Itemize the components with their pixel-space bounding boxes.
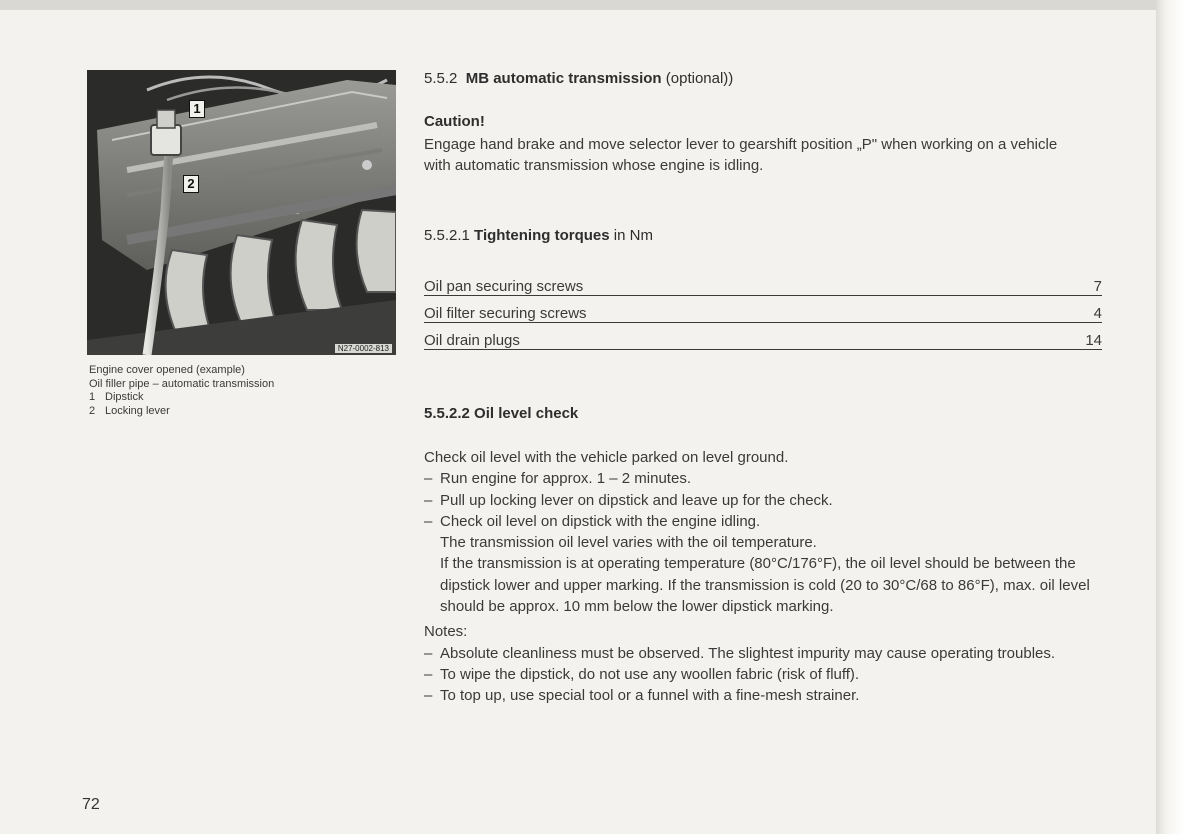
torque-label: Oil drain plugs <box>424 323 1042 350</box>
list-item: – Check oil level on dipstick with the engine idling. <box>424 511 1114 532</box>
step-detail: The transmission oil level varies with the oil temperature. <box>440 534 817 552</box>
torque-label: Oil filter securing screws <box>424 296 1042 323</box>
legend-label: Dipstick <box>105 391 144 403</box>
torque-heading <box>424 227 653 244</box>
notes-label: Notes: <box>424 623 468 641</box>
torque-value: 7 <box>1042 269 1102 296</box>
page-number: 72 <box>82 796 100 813</box>
torque-number: 5.5.2.1 <box>424 227 470 244</box>
engine-illustration <box>87 70 396 355</box>
torque-value: 14 <box>1042 323 1102 350</box>
page-edge <box>1156 0 1184 834</box>
oil-check-body <box>424 447 1114 707</box>
caption-line: Oil filler pipe – automatic transmission <box>89 377 275 390</box>
callout-2: 2 <box>183 175 199 193</box>
legend-label: Locking lever <box>105 404 170 417</box>
list-item: – Absolute cleanliness must be observed. The slightest impurity may cause operating troubles. <box>424 643 1114 664</box>
torque-title-suffix: in Nm <box>613 227 653 244</box>
caution-heading: Caution! <box>424 113 485 130</box>
table-row <box>424 296 1102 323</box>
table-row <box>424 269 1102 296</box>
oil-check-intro: Check oil level with the vehicle parked on level ground. <box>424 449 789 466</box>
torque-table <box>424 269 1102 350</box>
section-heading <box>424 70 733 87</box>
table-row <box>424 323 1102 350</box>
caution-text: Engage hand brake and move selector lever to gearshift position „P" when working on a vehicle with automatic transmission whose engine is idling. <box>424 136 1058 174</box>
section-number: 5.5.2 <box>424 70 458 87</box>
section-title-suffix: (optional)) <box>665 70 734 87</box>
step-detail: If the transmission is at operating temperature (80°C/176°F), the oil level should be between the dipstick lower and upper marking. If the transmission is cold (20 to 30°C/68 to 86°F), max. oil level should be approx. 10 mm below the lower dipstick marking. <box>440 555 1090 616</box>
legend-number: 1 <box>89 391 96 403</box>
legend-item <box>89 405 389 419</box>
caption-line: Engine cover opened (example) <box>89 364 245 376</box>
callout-1: 1 <box>189 100 205 118</box>
oil-check-heading: 5.5.2.2 Oil level check <box>424 405 579 422</box>
legend-number: 2 <box>89 404 96 417</box>
list-item: – Pull up locking lever on dipstick and leave up for the check. <box>424 490 1114 511</box>
list-item: – To top up, use special tool or a funnel with a fine-mesh strainer. <box>424 685 1114 706</box>
engine-photo <box>87 70 396 355</box>
torque-value: 4 <box>1042 296 1102 323</box>
torque-label: Oil pan securing screws <box>424 269 1042 296</box>
torque-title: Tightening torques <box>474 227 610 244</box>
legend-item <box>89 391 389 405</box>
figure-code: N27-0002-813 <box>335 344 392 353</box>
list-item: – To wipe the dipstick, do not use any woollen fabric (risk of fluff). <box>424 664 1114 685</box>
section-title: MB automatic transmission <box>465 70 662 87</box>
figure-caption <box>89 364 389 418</box>
list-item: – Run engine for approx. 1 – 2 minutes. <box>424 468 1114 489</box>
